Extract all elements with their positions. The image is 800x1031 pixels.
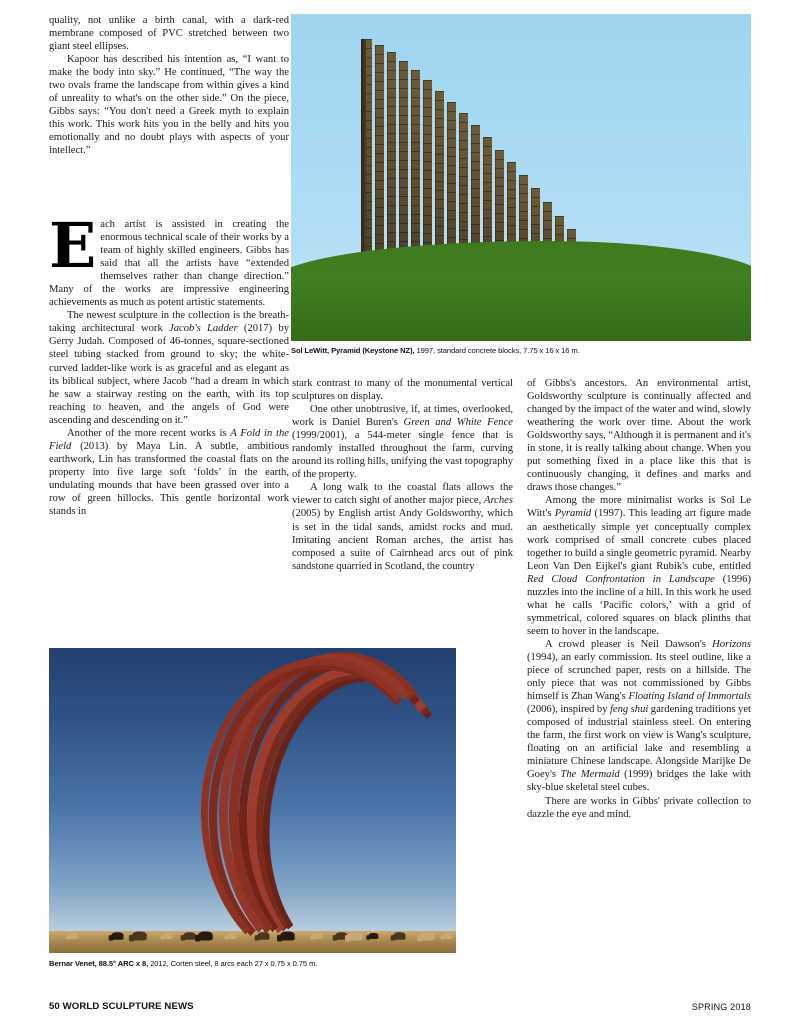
- cow: [198, 932, 212, 941]
- caption-lewitt: [291, 346, 761, 356]
- paragraph: quality, not unlike a birth canal, with a dark-red membrane composed of PVC stretched between two giant steel ellipses.: [49, 15, 289, 53]
- figure-venet-arcs: [49, 648, 456, 953]
- article-column-one-top: [49, 14, 289, 158]
- cow: [111, 932, 123, 939]
- caption-title: Bernar Venet, 88.5° ARC x 8,: [49, 959, 149, 968]
- article-column-one-bottom: [49, 209, 290, 518]
- cow: [183, 932, 195, 939]
- caption-venet: [49, 959, 469, 969]
- paragraph: There are works in Gibbs' private collection to dazzle the eye and mind.: [527, 795, 751, 820]
- pyramid-step: [411, 70, 420, 267]
- pyramid-step: [387, 52, 396, 267]
- cow: [132, 932, 146, 941]
- cow: [227, 933, 237, 939]
- pyramid-step: [423, 80, 432, 267]
- pyramid-step: [447, 102, 456, 267]
- grass-foreground: [291, 241, 751, 341]
- paragraph: The newest sculpture in the collection is the breath-taking architectural work Jacob's Ladder (2017) by Gerry Judah. Composed of 46-tonnes, square-sectioned steel tubing stacked from ground to sky; the white-curved ladder-like work is as graceful and as elegant as its biblical subject, where Jacob “had a dream in which he saw a stairway resting on the earth, with its top reaching to heaven, and the angels of God were ascending and descending on it.”: [49, 310, 290, 426]
- paragraph-with-dropcap: [49, 209, 289, 309]
- caption-details: 2012, Corten steel, 8 arcs each 27 x 0.75 x 0.75 m.: [148, 959, 318, 968]
- paragraph: Among the more minimalist works is Sol Le Witt's Pyramid (1997). This leading art figure made an aesthetically simple yet conceptually complex work comprised of small concrete cubes placed together to build a single geometric pyramid. Nearby Leon Van Den Eijkel's giant Rubik's cube, entitled Red Cloud Confrontation in Landscape (1996) nuzzles into the incline of a hill. In this work he used what he calls ‘Pacific colors,’ with a grid of symmetrical, colored squares on black plinths that seem to hover in the landscape.: [527, 495, 751, 637]
- paragraph: A crowd pleaser is Neil Dawson's Horizons (1994), an early commission. Its steel outline, like a piece of scrunched paper, rests on a hillside. The only piece that was not commissioned by Gibbs himself is Zhan Wang's Floating Island of Immortals (2006), inspired by feng shui gardening traditions yet composed of industrial stainless steel. On entering the farm, the first work on view is Wang's sculpture, floating on an artificial lake and resembling a miniature Chinese landscape. Alongside Marijke De Goey's The Mermaid (1999) bridges the lake with sky-blue skeletal steel cubes.: [527, 638, 751, 794]
- paragraph: stark contrast to many of the monumental vertical sculptures on display.: [292, 378, 513, 403]
- paragraph: Kapoor has described his intention as, “I want to make the body into sky.” He continued, “The way the two ovals frame the landscape from within gives a kind of unreality to what's on the other side.” On the piece, Gibbs says: “You don't need a Greek myth to explain this work. This work hits you in the belly and hits you emotionally and no doubt plays with aspects of your intellect.”: [49, 54, 289, 157]
- figure-lewitt-pyramid: [291, 14, 751, 341]
- cow: [420, 932, 434, 941]
- paragraph: of Gibbs's ancestors. An environmental artist, Goldsworthy sculpture is continually affected and changed by the impact of the water and wind, slowly weathering the work over time. About the work Goldsworthy says, “Although it is permanent and it's in stone, it is really talking about change. When you put something fixed in a place like this that is continuously changing, it defines and marks and draws those changes.”: [527, 378, 751, 494]
- footer-publication: 50 WORLD SCULPTURE NEWS: [49, 1001, 194, 1012]
- pyramid-sculpture: [361, 39, 727, 267]
- dropcap-paragraph-text: ach artist is assisted in creating the enormous technical scale of their works by a team of highly skilled engineers. Gibbs has said that all the artists have “extended themselves rather than change direction.” Many of the works are impressive engineering achievements as much as potent artistic statements.: [49, 219, 289, 309]
- cow: [443, 933, 453, 939]
- caption-details: 1997, standard concrete blocks, 7.75 x 16 x 16 m.: [414, 346, 580, 355]
- pyramid-left-edge: [361, 39, 366, 267]
- paragraph: One other unobtrusive, if, at times, overlooked, work is Daniel Buren's Green and White Fence (1999/2001), a 544-meter single fence that is randomly installed throughout the farm, curving around its rolling hills, unifying the vast topography of the property.: [292, 404, 514, 481]
- pyramid-step: [375, 45, 384, 267]
- footer-issue: SPRING 2018: [691, 1002, 751, 1012]
- cow: [69, 933, 79, 939]
- pyramid-step: [435, 91, 444, 267]
- pyramid-step: [399, 61, 408, 267]
- article-column-two: [292, 377, 513, 573]
- paragraph: Another of the more recent works is A Fold in the Field (2013) by Maya Lin. A subtle, ambitious earthwork, Lin has transformed the coastal flats on the property into five large soft ‘folds’ in the earth, undulating mounds that have been grassed over into a row of green hillocks. This gentle horizontal work stands in: [49, 427, 289, 518]
- caption-title: Sol LeWitt, Pyramid (Keystone NZ),: [291, 346, 415, 355]
- cow: [163, 933, 173, 939]
- drop-cap-letter: E: [49, 209, 96, 282]
- article-column-three: [527, 377, 751, 821]
- paragraph: A long walk to the coastal flats allows the viewer to catch sight of another major piece, Arches (2005) by English artist Andy Goldsworthy, which is set in the tidal sands, amidst rocks and mud. Imitating ancient Roman arches, the artist has composed a suite of Cairnhead arcs out of pink sandstone quarried in Scotland, the country: [292, 482, 513, 572]
